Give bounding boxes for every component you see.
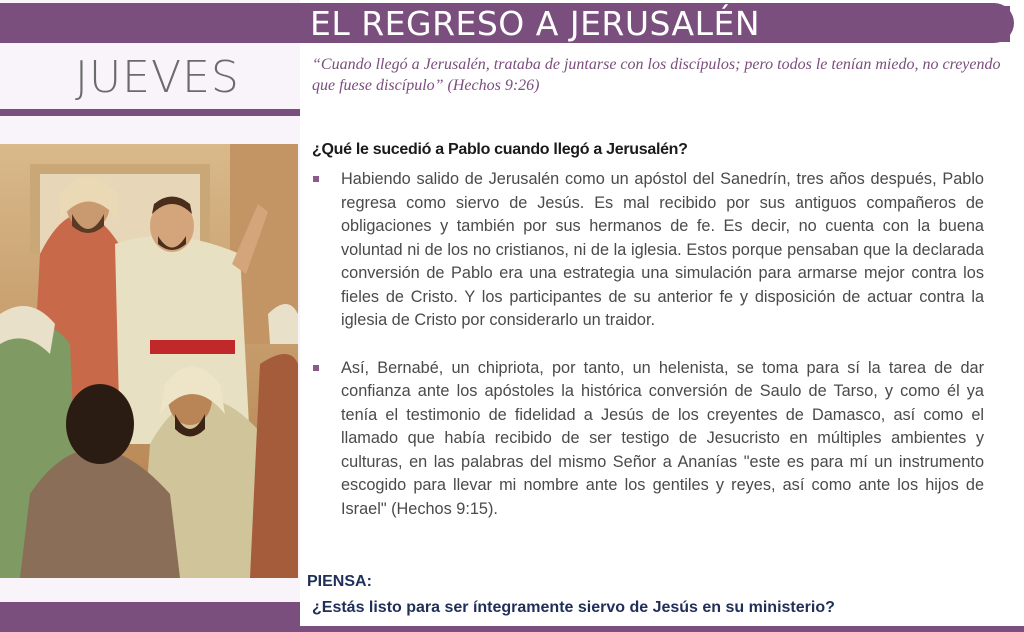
page-title: EL REGRESO A JERUSALÉN <box>300 6 1010 42</box>
square-bullet-icon <box>313 365 319 371</box>
bullet-text: Así, Bernabé, un chipriota, por tanto, un helenista, se toma para sí la tarea de dar confianza ante los apóstoles la histórica conversión de Saulo de Tarso, y como él ya tenía el testimonio de fidelidad a Jesús de los creyentes de Damasco, así como el llamado que había recibido de ser testigo de Jesucristo en múltiples ambientes y culturas, en las palabras del mismo Señor a Ananías "este es para mí un instrumento escogido para llevar mi nombre ante los gentiles y reyes, así como ante los hijos de Israel" (Hechos 9:15). <box>341 358 984 518</box>
think-question: ¿Estás listo para ser íntegramente siervo de Jesús en su ministerio? <box>312 599 835 616</box>
think-label: PIENSA: <box>307 573 372 590</box>
bullet-text: Habiendo salido de Jerusalén como un apóstol del Sanedrín, tres años después, Pablo regresa como siervo de Jesús. Es mal recibido por sus antiguos compañeros de obligaciones y también por sus hermanos de fe. Es decir, no cuenta con la buena voluntad ni de los no cristianos, ni de la iglesia. Estos porque pensaban que la declarada conversión de Pablo era una estrategia una simulación para armarse mejor contra los fieles de Cristo. Y los participantes de su anterior fe y disposición de actuar contra la iglesia de Cristo por considerarlo un traidor. <box>341 170 984 329</box>
day-divider <box>0 109 300 116</box>
bullet-list <box>312 168 984 521</box>
illustration-paul-in-jerusalem <box>0 144 298 578</box>
section-question: ¿Qué le sucedió a Pablo cuando llegó a Jerusalén? <box>312 141 688 158</box>
bullet-item <box>312 168 984 333</box>
bullet-item <box>312 357 984 522</box>
day-label: JUEVES <box>75 52 240 103</box>
bible-quote: “Cuando llegó a Jerusalén, trataba de juntarse con los discípulos; pero todos le tenían miedo, no creyendo que fuese discípulo” (Hechos 9:26) <box>312 56 1001 94</box>
square-bullet-icon <box>313 176 319 182</box>
